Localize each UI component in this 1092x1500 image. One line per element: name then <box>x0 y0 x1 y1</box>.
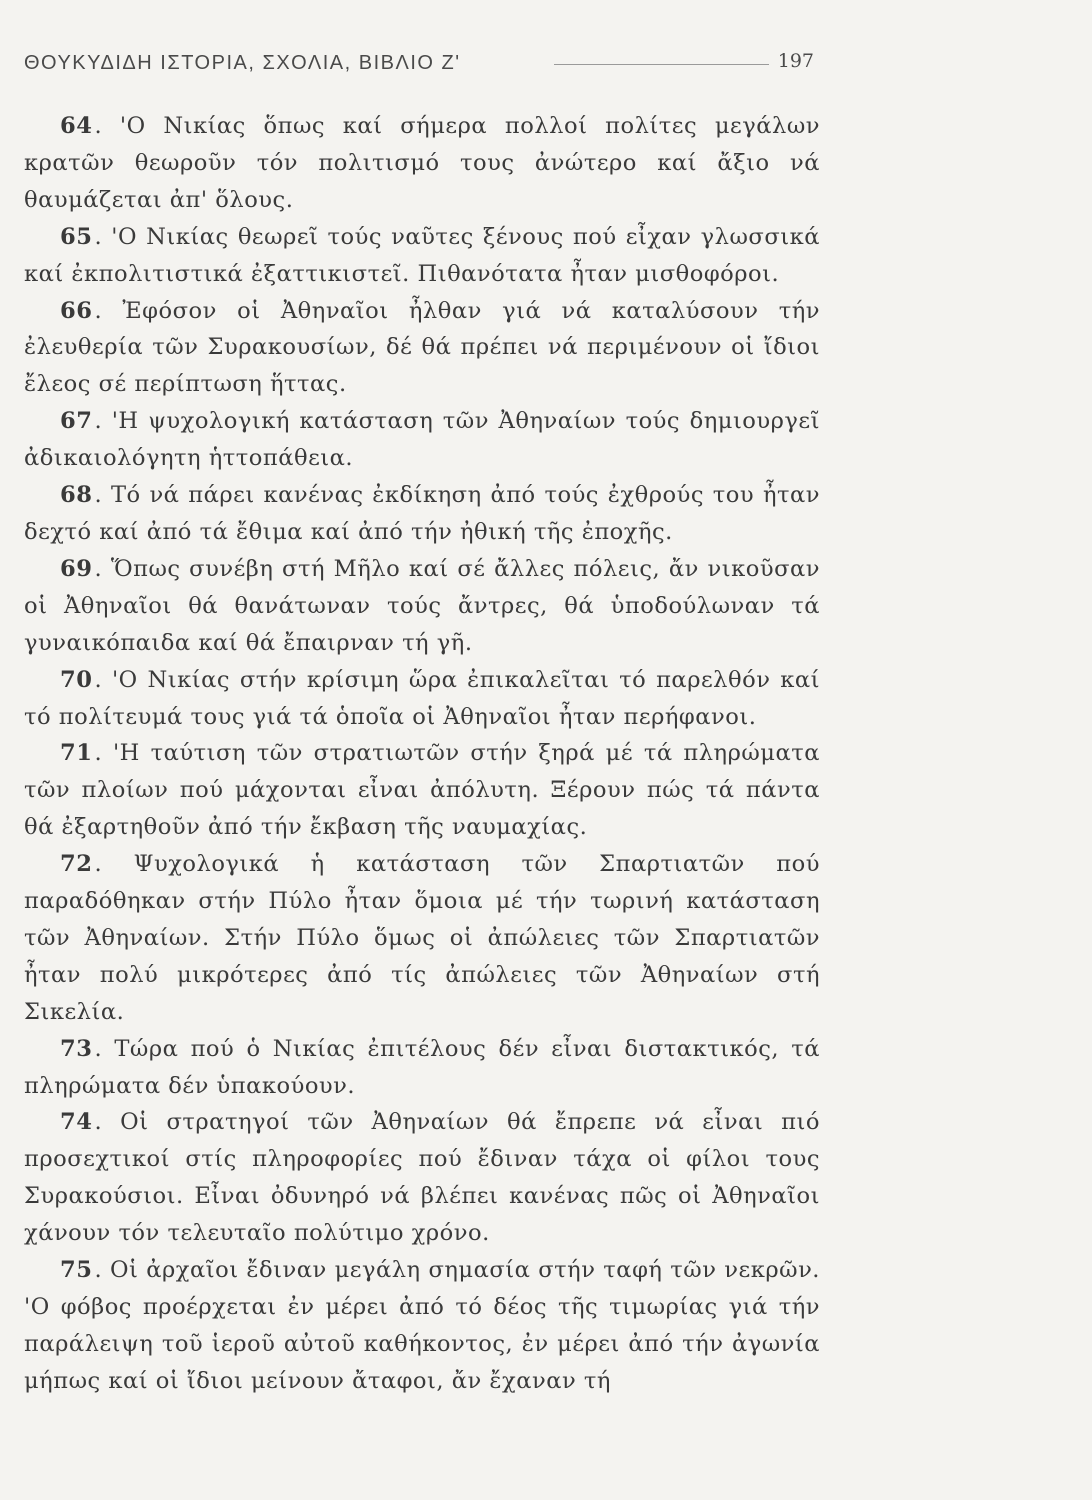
note-text: 'Η ψυχολογική κατάσταση τῶν Ἀθηναίων τούς δημιουργεῖ ἀδικαιολόγητη ἡττοπάθεια. <box>24 408 820 472</box>
header-rule <box>554 64 769 65</box>
note-number: 69 <box>60 555 93 582</box>
page-header <box>24 48 814 84</box>
note-paragraph: 65. 'Ο Νικίας θεωρεῖ τούς ναῦτες ξένους πού εἶχαν γλωσσικά καί ἐκπολιτιστικά ἐξαττικιστεῖ. Πιθανότατα ἦταν μισθοφόροι. <box>24 223 820 287</box>
note-number: 75 <box>60 1257 93 1284</box>
note-text: Ψυχολογικά ἡ κατάσταση τῶν Σπαρτιατῶν πού παραδόθηκαν στήν Πύλο ἦταν ὅμοια μέ τήν τωρινή κατάσταση τῶν Ἀθηναίων. Στήν Πύλο ὅμως οἱ ἀπώλειες τῶν Σπαρτιατῶν ἦταν πολύ μικρότερες ἀπό τίς ἀπώλειες τῶν Ἀθηναίων στή Σικελία. <box>24 851 820 1025</box>
note-text: Τό νά πάρει κανένας ἐκδίκηση ἀπό τούς ἐχθρούς του ἦταν δεχτό καί ἀπό τά ἔθιμα καί ἀπό τήν ἠθική τῆς ἐποχῆς. <box>24 482 820 545</box>
note-number: 72 <box>60 851 93 878</box>
note-number: 73 <box>60 1035 93 1062</box>
note-number: 71 <box>60 740 93 767</box>
note-text: 'Ο Νικίας ὅπως καί σήμερα πολλοί πολίτες μεγάλων κρατῶν θεωροῦν τόν πολιτισμό τους ἀνώτερο καί ἄξιο νά θαυμάζεται ἀπ' ὅλους. <box>24 113 820 213</box>
note-text: Οἱ στρατηγοί τῶν Ἀθηναίων θά ἔπρεπε νά εἶναι πιό προσεχτικοί στίς πληροφορίες πού ἔδιναν τάχα οἱ φίλοι τους Συρακούσιοι. Εἶναι ὀδυνηρό νά βλέπει κανένας πῶς οἱ Ἀθηναῖοι χάνουν τόν τελευταῖο πολύτιμο χρόνο. <box>24 1109 820 1247</box>
note-number: 74 <box>60 1109 93 1136</box>
notes-body <box>24 108 820 1468</box>
note-paragraph: 67. 'Η ψυχολογική κατάσταση τῶν Ἀθηναίων τούς δημιουργεῖ ἀδικαιολόγητη ἡττοπάθεια. <box>24 408 820 472</box>
note-paragraph: 70. 'Ο Νικίας στήν κρίσιμη ὥρα ἐπικαλεῖται τό παρελθόν καί τό πολίτευμά τους γιά τά ὁποῖα οἱ Ἀθηναῖοι ἦταν περήφανοι. <box>24 666 820 730</box>
note-text: Ἐφόσον οἱ Ἀθηναῖοι ἦλθαν γιά νά καταλύσουν τήν ἐλευθερία τῶν Συρακουσίων, δέ θά πρέπει νά περιμένουν οἱ ἴδιοι ἔλεος σέ περίπτωση ἥττας. <box>24 297 820 398</box>
note-text: Ὅπως συνέβη στή Μῆλο καί σέ ἄλλες πόλεις, ἄν νικοῦσαν οἱ Ἀθηναῖοι θά θανάτωναν τούς ἄντρες, θά ὑποδούλωναν τά γυναικόπαιδα καί θά ἔπαιρναν τή γῆ. <box>24 555 820 656</box>
note-paragraph: 66. Ἐφόσον οἱ Ἀθηναῖοι ἦλθαν γιά νά καταλύσουν τήν ἐλευθερία τῶν Συρακουσίων, δέ θά πρέπει νά περιμένουν οἱ ἴδιοι ἔλεος σέ περίπτωση ἥττας. <box>24 297 820 398</box>
note-paragraph: 69. Ὅπως συνέβη στή Μῆλο καί σέ ἄλλες πόλεις, ἄν νικοῦσαν οἱ Ἀθηναῖοι θά θανάτωναν τούς ἄντρες, θά ὑποδούλωναν τά γυναικόπαιδα καί θά ἔπαιρναν τή γῆ. <box>24 555 820 656</box>
note-paragraph: 71. 'Η ταύτιση τῶν στρατιωτῶν στήν ξηρά μέ τά πληρώματα τῶν πλοίων πού μάχονται εἶναι ἀπόλυτη. Ξέρουν πώς τά πάντα θά ἐξαρτηθοῦν ἀπό τήν ἔκβαση τῆς ναυμαχίας. <box>24 740 820 841</box>
note-paragraph: 75. Οἱ ἀρχαῖοι ἔδιναν μεγάλη σημασία στήν ταφή τῶν νεκρῶν. 'Ο φόβος προέρχεται ἐν μέρει ἀπό τό δέος τῆς τιμωρίας γιά τήν παράλειψη τοῦ ἱεροῦ αὐτοῦ καθήκοντος, ἐν μέρει ἀπό τήν ἀγωνία μήπως καί οἱ ἴδιοι μείνουν ἄταφοι, ἄν ἔχαναν τή <box>24 1257 820 1394</box>
note-number: 68 <box>60 482 93 509</box>
note-text: Τώρα πού ὁ Νικίας ἐπιτέλους δέν εἶναι διστακτικός, τά πληρώματα δέν ὑπακούουν. <box>24 1035 820 1099</box>
note-paragraph: 72. Ψυχολογικά ἡ κατάσταση τῶν Σπαρτιατῶν πού παραδόθηκαν στήν Πύλο ἦταν ὅμοια μέ τήν τωρινή κατάσταση τῶν Ἀθηναίων. Στήν Πύλο ὅμως οἱ ἀπώλειες τῶν Σπαρτιατῶν ἦταν πολύ μικρότερες ἀπό τίς ἀπώλειες τῶν Ἀθηναίων στή Σικελία. <box>24 851 820 1025</box>
running-title: ΘΟΥΚΥΔΙΔΗ ΙΣΤΟΡΙΑ, ΣΧΟΛΙΑ, ΒΙΒΛΙΟ Ζ' <box>24 52 461 74</box>
note-paragraph: 68. Τό νά πάρει κανένας ἐκδίκηση ἀπό τούς ἐχθρούς του ἦταν δεχτό καί ἀπό τά ἔθιμα καί ἀπό τήν ἠθική τῆς ἐποχῆς. <box>24 482 820 545</box>
note-paragraph: 64. 'Ο Νικίας ὅπως καί σήμερα πολλοί πολίτες μεγάλων κρατῶν θεωροῦν τόν πολιτισμό τους ἀνώτερο καί ἄξιο νά θαυμάζεται ἀπ' ὅλους. <box>24 113 820 213</box>
note-number: 70 <box>60 666 93 693</box>
note-text: Οἱ ἀρχαῖοι ἔδιναν μεγάλη σημασία στήν ταφή τῶν νεκρῶν. 'Ο φόβος προέρχεται ἐν μέρει ἀπό τό δέος τῆς τιμωρίας γιά τήν παράλειψη τοῦ ἱεροῦ αὐτοῦ καθήκοντος, ἐν μέρει ἀπό τήν ἀγωνία μήπως καί οἱ ἴδιοι μείνουν ἄταφοι, ἄν ἔχαναν τή <box>24 1257 820 1394</box>
note-number: 65 <box>60 223 93 250</box>
note-paragraph: 74. Οἱ στρατηγοί τῶν Ἀθηναίων θά ἔπρεπε νά εἶναι πιό προσεχτικοί στίς πληροφορίες πού ἔδιναν τάχα οἱ φίλοι τους Συρακούσιοι. Εἶναι ὀδυνηρό νά βλέπει κανένας πῶς οἱ Ἀθηναῖοι χάνουν τόν τελευταῖο πολύτιμο χρόνο. <box>24 1109 820 1247</box>
note-text: 'Ο Νικίας θεωρεῖ τούς ναῦτες ξένους πού εἶχαν γλωσσικά καί ἐκπολιτιστικά ἐξαττικιστεῖ. Πιθανότατα ἦταν μισθοφόροι. <box>24 223 820 287</box>
note-number: 66 <box>60 297 93 324</box>
note-text: 'Η ταύτιση τῶν στρατιωτῶν στήν ξηρά μέ τά πληρώματα τῶν πλοίων πού μάχονται εἶναι ἀπόλυτη. Ξέρουν πώς τά πάντα θά ἐξαρτηθοῦν ἀπό τήν ἔκβαση τῆς ναυμαχίας. <box>24 740 820 841</box>
note-number: 67 <box>60 408 93 435</box>
page-number: 197 <box>777 50 814 72</box>
note-paragraph: 73. Τώρα πού ὁ Νικίας ἐπιτέλους δέν εἶναι διστακτικός, τά πληρώματα δέν ὑπακούουν. <box>24 1035 820 1099</box>
note-number: 64 <box>60 113 93 139</box>
note-text: 'Ο Νικίας στήν κρίσιμη ὥρα ἐπικαλεῖται τό παρελθόν καί τό πολίτευμά τους γιά τά ὁποῖα οἱ Ἀθηναῖοι ἦταν περήφανοι. <box>24 666 820 730</box>
